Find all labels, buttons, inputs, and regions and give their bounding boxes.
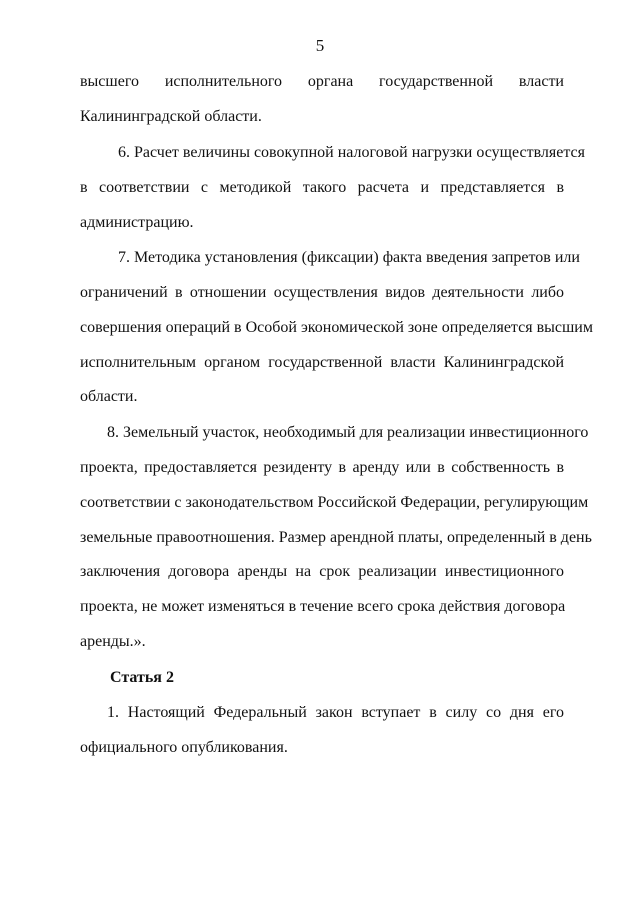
item-8-line-1: 8. Земельный участок, необходимый для реализации инвестиционного (107, 424, 589, 441)
paragraph-continuation-line-1: высшего исполнительного органа государственной власти (80, 73, 564, 90)
item-7-line-1: 7. Методика установления (фиксации) факта введения запретов или (118, 249, 580, 266)
item-8-line-3: соответствии с законодательством Российской Федерации, регулирующим (80, 494, 589, 511)
article-2-line-1: 1. Настоящий Федеральный закон вступает в силу со дня его (107, 704, 564, 721)
item-6-line-3: администрацию. (80, 214, 194, 231)
item-7-line-5: области. (80, 388, 138, 405)
item-7-line-3: совершения операций в Особой экономической зоне определяется высшим (80, 319, 593, 336)
article-2-line-2: официального опубликования. (80, 739, 288, 756)
page-number: 5 (315, 36, 325, 55)
item-8-line-4: земельные правоотношения. Размер арендной платы, определенный в день (80, 529, 592, 546)
item-7-line-2: ограничений в отношении осуществления видов деятельности либо (80, 284, 564, 301)
item-6-line-1: 6. Расчет величины совокупной налоговой нагрузки осуществляется (118, 144, 586, 161)
article-heading: Статья 2 (110, 669, 174, 686)
item-7-line-4: исполнительным органом государственной власти Калининградской (80, 354, 564, 371)
item-8-line-7: аренды.». (80, 633, 146, 650)
paragraph-continuation-line-2: Калининградской области. (80, 108, 262, 125)
item-8-line-6: проекта, не может изменяться в течение всего срока действия договора (80, 598, 566, 615)
item-8-line-2: проекта, предоставляется резиденту в аренду или в собственность в (80, 459, 564, 476)
item-8-line-5: заключения договора аренды на срок реализации инвестиционного (80, 563, 564, 580)
item-6-line-2: в соответствии с методикой такого расчета и представляется в (80, 179, 564, 196)
